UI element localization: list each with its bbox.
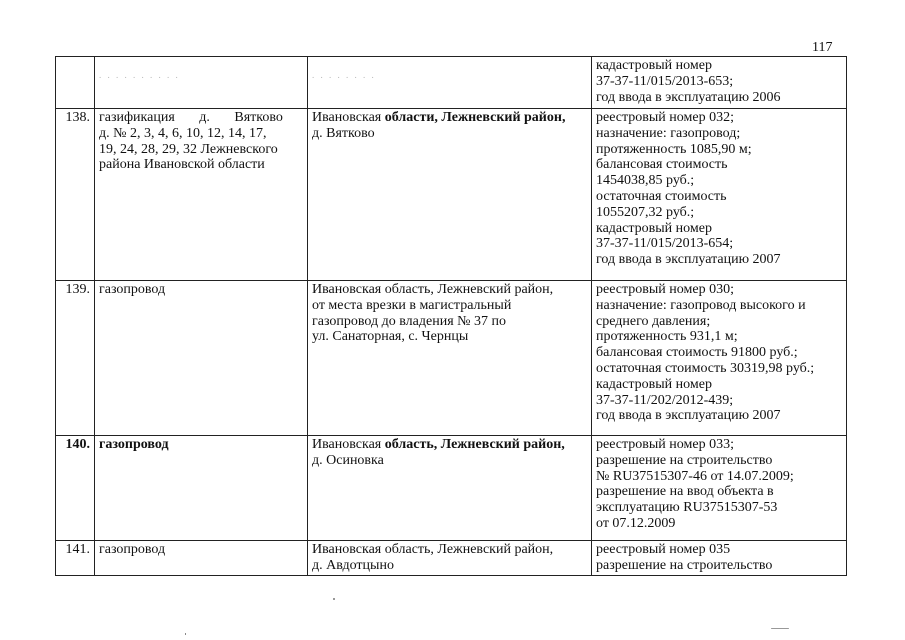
row-number: 138. bbox=[56, 109, 95, 281]
detail-line: реестровый номер 033; bbox=[596, 437, 734, 452]
object-address bbox=[308, 436, 592, 541]
detail-line: год ввода в эксплуатацию 2007 bbox=[596, 252, 781, 268]
faded-text: . . . . . . . . bbox=[312, 70, 376, 80]
address-text: Ивановская bbox=[312, 110, 385, 125]
table-row bbox=[56, 109, 847, 281]
detail-line: кадастровый номер bbox=[596, 376, 712, 392]
name-line: газопровод bbox=[99, 542, 166, 557]
table-row bbox=[56, 57, 847, 109]
page-number: 117 bbox=[812, 40, 833, 55]
address-text: д. Осиновка bbox=[312, 452, 384, 468]
detail-line: 37-37-11/202/2012-439; bbox=[596, 392, 734, 408]
detail-line: балансовая стоимость 91800 руб.; bbox=[596, 345, 798, 361]
object-details bbox=[592, 109, 847, 281]
object-name bbox=[95, 109, 308, 281]
table-row bbox=[56, 541, 847, 576]
object-address bbox=[308, 541, 592, 576]
address-text: Ивановская область, Лежневский район, bbox=[312, 542, 554, 557]
name-line: д. № 2, 3, 4, 6, 10, 12, 14, 17, bbox=[99, 125, 267, 141]
detail-line: остаточная стоимость bbox=[596, 188, 727, 204]
address-text: д. Авдотцыно bbox=[312, 557, 394, 573]
detail-line: остаточная стоимость 30319,98 руб.; bbox=[596, 360, 815, 376]
object-address bbox=[308, 109, 592, 281]
object-details bbox=[592, 436, 847, 541]
object-details bbox=[592, 541, 847, 576]
property-registry-table bbox=[55, 56, 847, 576]
object-details bbox=[592, 281, 847, 436]
detail-line: протяженность 1085,90 м; bbox=[596, 141, 752, 157]
row-number bbox=[56, 57, 95, 109]
detail-line: разрешение на строительство bbox=[596, 452, 773, 468]
object-address bbox=[308, 281, 592, 436]
scan-speck bbox=[771, 628, 789, 629]
detail-line: № RU37515307-46 от 14.07.2009; bbox=[596, 468, 794, 484]
address-text: д. Вятково bbox=[312, 125, 375, 141]
row-number: 141. bbox=[56, 541, 95, 576]
detail-line: кадастровый номер bbox=[596, 58, 712, 73]
address-text: Ивановская bbox=[312, 437, 385, 452]
detail-line: разрешение на строительство bbox=[596, 557, 773, 573]
detail-line: реестровый номер 030; bbox=[596, 282, 734, 297]
name-line: 19, 24, 28, 29, 32 Лежневского bbox=[99, 141, 278, 157]
detail-line: от 07.12.2009 bbox=[596, 515, 676, 531]
object-name bbox=[95, 281, 308, 436]
address-text: область, Лежневский район, bbox=[384, 437, 565, 452]
name-line: газопровод bbox=[99, 282, 166, 297]
object-name bbox=[95, 541, 308, 576]
scan-speck bbox=[333, 598, 335, 600]
detail-line: 37-37-11/015/2013-653; bbox=[596, 73, 734, 89]
detail-line: назначение: газопровод; bbox=[596, 125, 741, 141]
name-line: района Ивановской области bbox=[99, 157, 265, 173]
detail-line: реестровый номер 032; bbox=[596, 110, 734, 125]
table-row bbox=[56, 436, 847, 541]
name-line: газификация д. Вятково bbox=[99, 110, 283, 125]
address-text: газопровод до владения № 37 по bbox=[312, 313, 506, 329]
detail-line: протяженность 931,1 м; bbox=[596, 329, 738, 345]
detail-line: год ввода в эксплуатацию 2006 bbox=[596, 89, 781, 105]
detail-line: среднего давления; bbox=[596, 313, 711, 329]
detail-line: реестровый номер 035 bbox=[596, 542, 731, 557]
object-details bbox=[592, 57, 847, 109]
address-text: Ивановская область, Лежневский район, bbox=[312, 282, 554, 297]
object-name bbox=[95, 57, 308, 109]
detail-line: назначение: газопровод высокого и bbox=[596, 297, 806, 313]
name-line: газопровод bbox=[99, 437, 169, 452]
faded-text: . . . . . . . . . . bbox=[99, 70, 180, 80]
detail-line: балансовая стоимость bbox=[596, 157, 728, 173]
address-text: ул. Санаторная, с. Чернцы bbox=[312, 329, 469, 345]
object-name bbox=[95, 436, 308, 541]
address-text: от места врезки в магистральный bbox=[312, 297, 512, 313]
detail-line: разрешение на ввод объекта в bbox=[596, 484, 774, 500]
row-number: 139. bbox=[56, 281, 95, 436]
detail-line: эксплуатацию RU37515307-53 bbox=[596, 500, 778, 516]
detail-line: кадастровый номер bbox=[596, 220, 712, 236]
object-address bbox=[308, 57, 592, 109]
detail-line: год ввода в эксплуатацию 2007 bbox=[596, 408, 781, 424]
address-text: области, Лежневский район, bbox=[384, 110, 566, 125]
detail-line: 37-37-11/015/2013-654; bbox=[596, 236, 734, 252]
detail-line: 1454038,85 руб.; bbox=[596, 173, 695, 189]
scan-speck bbox=[185, 633, 186, 635]
table-row bbox=[56, 281, 847, 436]
detail-line: 1055207,32 руб.; bbox=[596, 204, 695, 220]
row-number: 140. bbox=[56, 436, 95, 541]
